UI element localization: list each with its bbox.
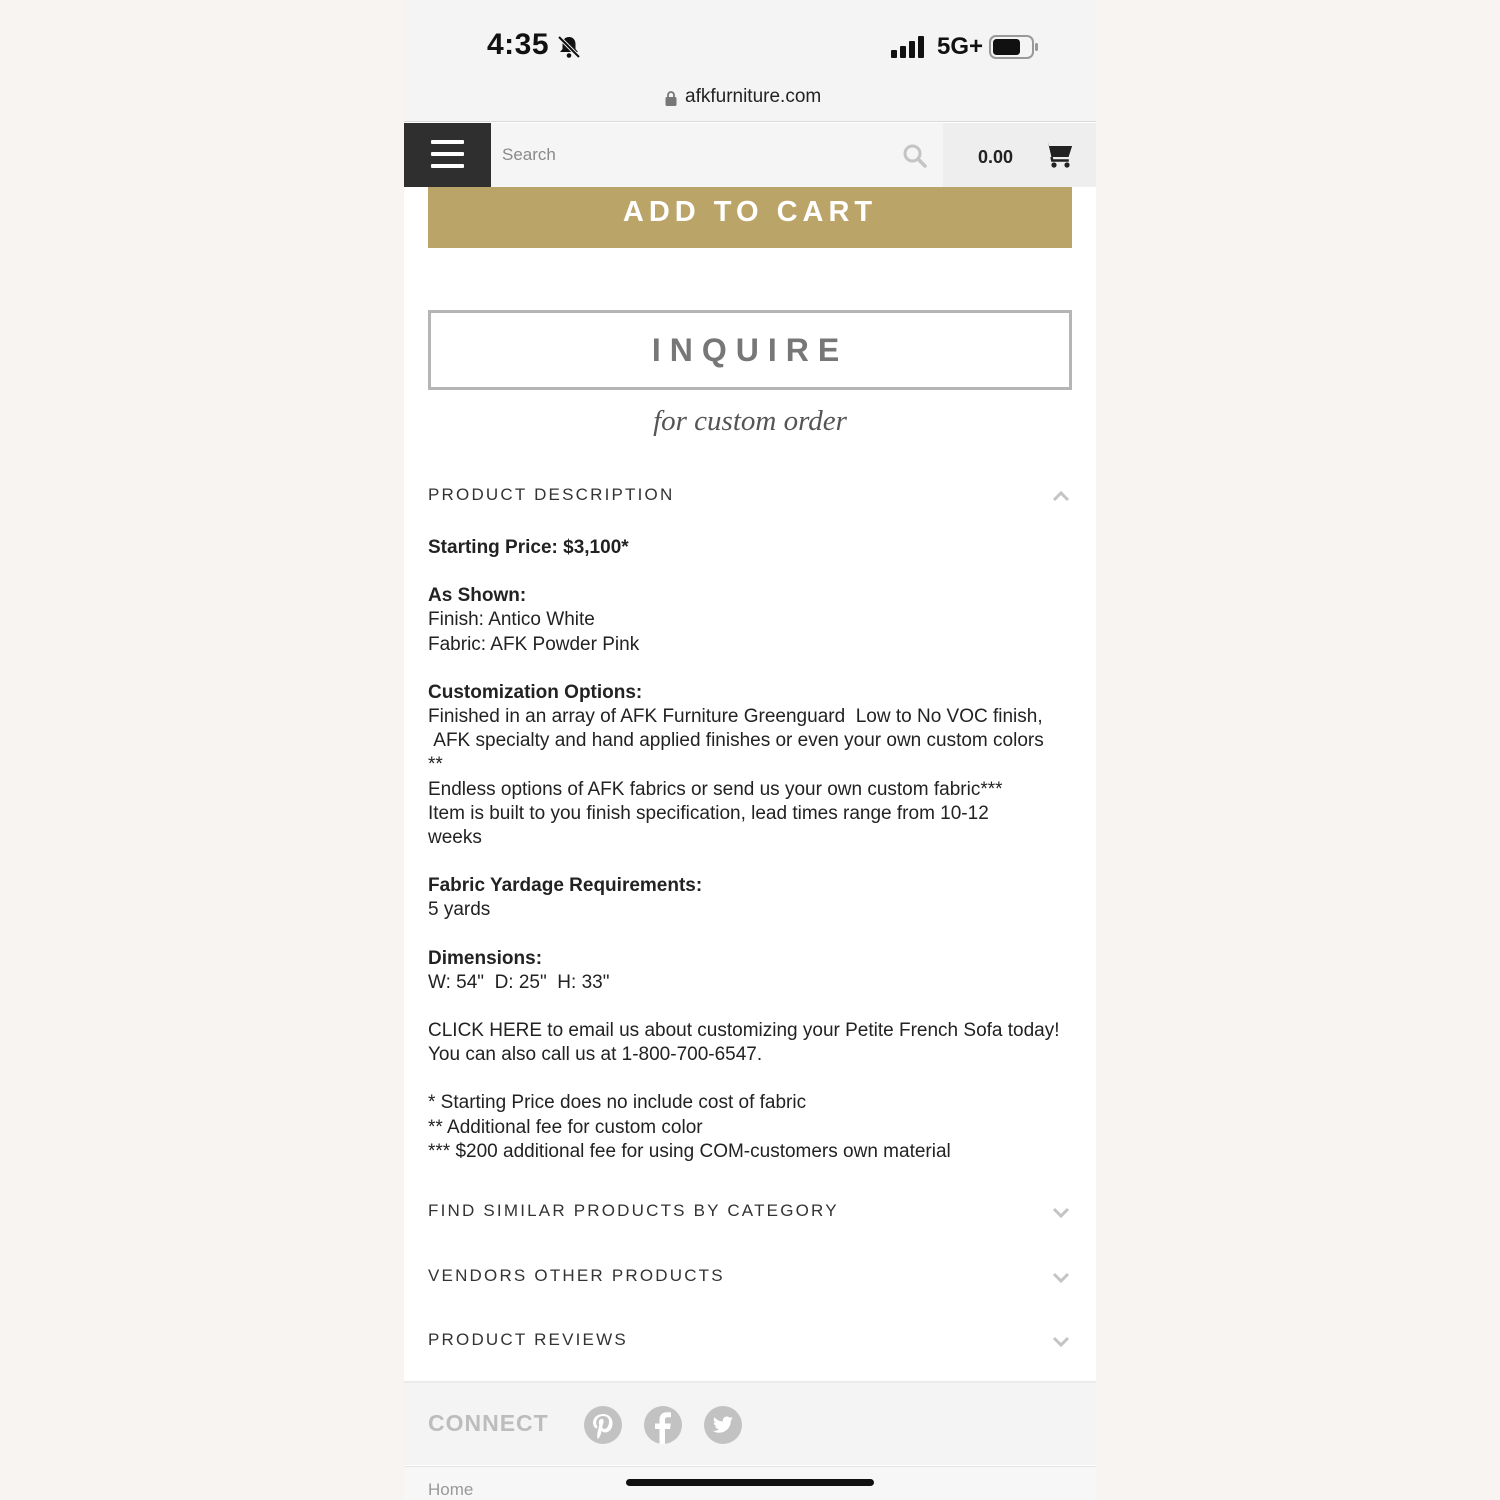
address-bar-url[interactable]: afkfurniture.com xyxy=(685,86,822,107)
vendors-other-toggle[interactable] xyxy=(428,1258,1072,1298)
status-bar xyxy=(404,0,1096,122)
facebook-icon[interactable] xyxy=(643,1405,683,1445)
finish-text: Finish: Antico White xyxy=(428,609,595,631)
footnote: *** $200 additional fee for using COM-customers own material xyxy=(428,1140,951,1162)
battery-icon xyxy=(989,34,1039,60)
product-reviews-title: PRODUCT REVIEWS xyxy=(428,1330,628,1349)
customization-text: Item is built to you finish specification, lead times range from 10-12 xyxy=(428,802,989,824)
lock-icon xyxy=(665,90,677,106)
search-input[interactable] xyxy=(491,123,943,187)
customization-label: Customization Options: xyxy=(428,681,643,703)
home-indicator[interactable] xyxy=(626,1479,874,1486)
chevron-up-icon xyxy=(1052,487,1070,505)
product-description-body xyxy=(428,536,1078,1164)
menu-icon xyxy=(431,140,464,144)
contact-email-link[interactable]: CLICK HERE to email us about customizing your Petite French Sofa today! xyxy=(428,1020,1060,1042)
fabric-text: Fabric: AFK Powder Pink xyxy=(428,633,640,655)
cart-button[interactable] xyxy=(943,123,1096,187)
status-time: 4:35 xyxy=(487,28,550,61)
site-header xyxy=(404,123,1096,187)
dimensions-label: Dimensions: xyxy=(428,947,543,969)
contact-phone: You can also call us at 1-800-700-6547. xyxy=(428,1044,763,1066)
customization-text: Finished in an array of AFK Furniture Greenguard Low to No VOC finish, xyxy=(428,706,1043,728)
product-description-title: PRODUCT DESCRIPTION xyxy=(428,485,675,504)
phone-screen xyxy=(404,0,1096,1500)
find-similar-title: FIND SIMILAR PRODUCTS BY CATEGORY xyxy=(428,1201,839,1220)
search-icon[interactable] xyxy=(902,143,928,169)
customization-text: Endless options of AFK fabrics or send us your own custom fabric*** xyxy=(428,778,1003,800)
footnote: * Starting Price does no include cost of fabric xyxy=(428,1092,807,1114)
yardage-label: Fabric Yardage Requirements: xyxy=(428,875,703,897)
pinterest-icon[interactable] xyxy=(583,1405,623,1445)
signal-icon xyxy=(891,36,927,58)
home-link[interactable]: Home xyxy=(428,1480,474,1499)
menu-icon-bar xyxy=(431,164,464,168)
chevron-down-icon xyxy=(1052,1332,1070,1350)
twitter-icon[interactable] xyxy=(703,1405,743,1445)
product-reviews-toggle[interactable] xyxy=(428,1322,1072,1362)
dimensions-value: W: 54" D: 25" H: 33" xyxy=(428,971,610,993)
product-description-toggle[interactable] xyxy=(428,477,1072,517)
network-type: 5G+ xyxy=(937,33,984,60)
starting-price: Starting Price: $3,100* xyxy=(428,537,629,558)
bell-slash-icon xyxy=(556,34,582,60)
customization-text: AFK specialty and hand applied finishes or even your own custom colors xyxy=(428,730,1044,752)
yardage-value: 5 yards xyxy=(428,899,491,921)
customization-text: weeks xyxy=(428,827,482,849)
find-similar-toggle[interactable] xyxy=(428,1193,1072,1233)
footnote: ** Additional fee for custom color xyxy=(428,1116,703,1138)
connect-bar xyxy=(404,1381,1096,1465)
chevron-down-icon xyxy=(1052,1203,1070,1221)
add-to-cart-button[interactable]: ADD TO CART xyxy=(428,187,1072,248)
vendors-other-title: VENDORS OTHER PRODUCTS xyxy=(428,1266,725,1285)
chevron-down-icon xyxy=(1052,1268,1070,1286)
custom-order-caption: for custom order xyxy=(653,405,847,437)
menu-icon-bar xyxy=(431,152,464,156)
as-shown-label: As Shown: xyxy=(428,585,527,607)
cart-total: 0.00 xyxy=(978,147,1014,167)
menu-button[interactable] xyxy=(404,123,491,187)
inquire-button[interactable]: INQUIRE xyxy=(428,310,1072,390)
customization-text: ** xyxy=(428,754,443,776)
cart-icon xyxy=(1042,139,1073,169)
connect-label: CONNECT xyxy=(428,1410,549,1436)
